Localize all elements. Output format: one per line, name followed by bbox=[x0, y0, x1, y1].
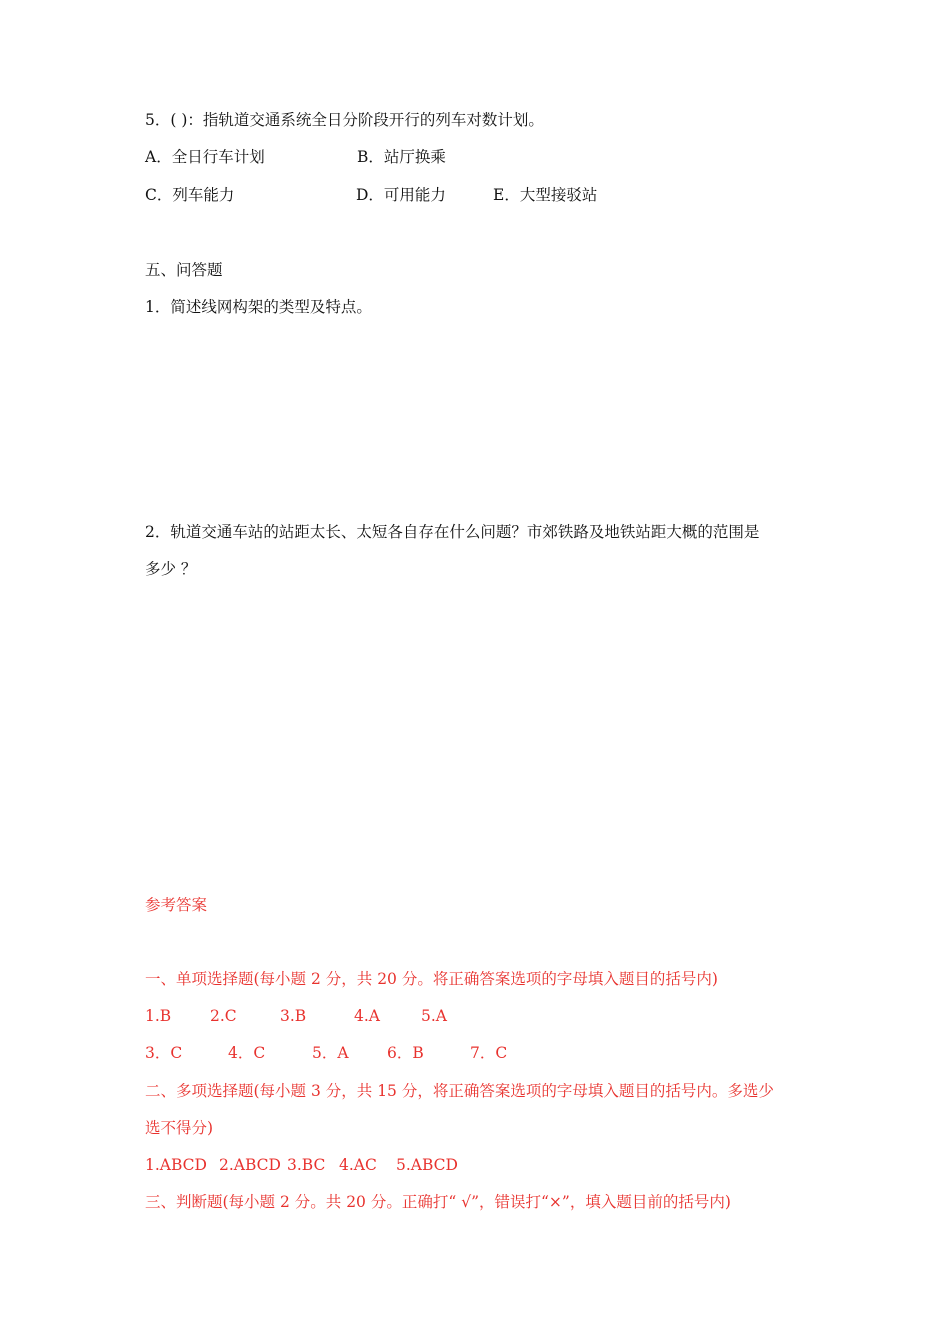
answer-item: 4．C bbox=[228, 1044, 266, 1062]
answer-item: 3.B bbox=[280, 1007, 307, 1025]
answer-item: 1.B bbox=[145, 1007, 172, 1025]
answer-item: 2.ABCD bbox=[219, 1156, 281, 1174]
question-5-options-row-1 bbox=[145, 147, 845, 167]
answer-item: 3．C bbox=[145, 1044, 183, 1062]
multi-choice-answers-row bbox=[145, 1155, 845, 1175]
answers-title: 参考答案 bbox=[145, 896, 208, 914]
answer-item: 2.C bbox=[210, 1007, 237, 1025]
answer-item: 5．A bbox=[312, 1044, 349, 1062]
question-5-options-row-2 bbox=[145, 185, 845, 205]
answer-item: 6．B bbox=[387, 1044, 424, 1062]
multi-choice-heading-line-1: 二、多项选择题(每小题 3 分，共 15 分，将正确答案选项的字母填入题目的括号内。多选少 bbox=[145, 1082, 774, 1100]
single-choice-answers-row-2 bbox=[145, 1043, 845, 1063]
option-b: B．站厅换乘 bbox=[357, 148, 446, 166]
section-5-question-2-line-1: 2．轨道交通车站的站距太长、太短各自存在什么问题？市郊铁路及地铁站距大概的范围是 bbox=[145, 523, 760, 541]
multi-choice-heading-line-2: 选不得分) bbox=[145, 1119, 214, 1137]
single-choice-heading: 一、单项选择题(每小题 2 分，共 20 分。将正确答案选项的字母填入题目的括号内) bbox=[145, 970, 718, 988]
answer-item: 7．C bbox=[470, 1044, 508, 1062]
option-c: C．列车能力 bbox=[145, 186, 235, 204]
single-choice-answers-row-1 bbox=[145, 1006, 845, 1026]
answer-item: 5.ABCD bbox=[396, 1156, 458, 1174]
judge-heading: 三、判断题(每小题 2 分。共 20 分。正确打“ √”，错误打“×”，填入题目前的括号内) bbox=[145, 1193, 731, 1211]
option-a: A．全日行车计划 bbox=[145, 148, 265, 166]
answer-item: 1.ABCD bbox=[145, 1156, 207, 1174]
answer-item: 4.A bbox=[354, 1007, 380, 1025]
section-5-question-2-line-2: 多少 ？ bbox=[145, 560, 197, 578]
option-e: E．大型接驳站 bbox=[493, 186, 598, 204]
section-5-heading: 五、问答题 bbox=[145, 261, 223, 279]
option-d: D．可用能力 bbox=[356, 186, 446, 204]
answer-item: 5.A bbox=[421, 1007, 447, 1025]
answer-item: 3.BC bbox=[287, 1156, 326, 1174]
section-5-question-1: 1．简述线网构架的类型及特点。 bbox=[145, 298, 372, 316]
question-5-stem: 5．( )：指轨道交通系统全日分阶段开行的列车对数计划。 bbox=[145, 111, 544, 129]
answer-item: 4.AC bbox=[339, 1156, 377, 1174]
